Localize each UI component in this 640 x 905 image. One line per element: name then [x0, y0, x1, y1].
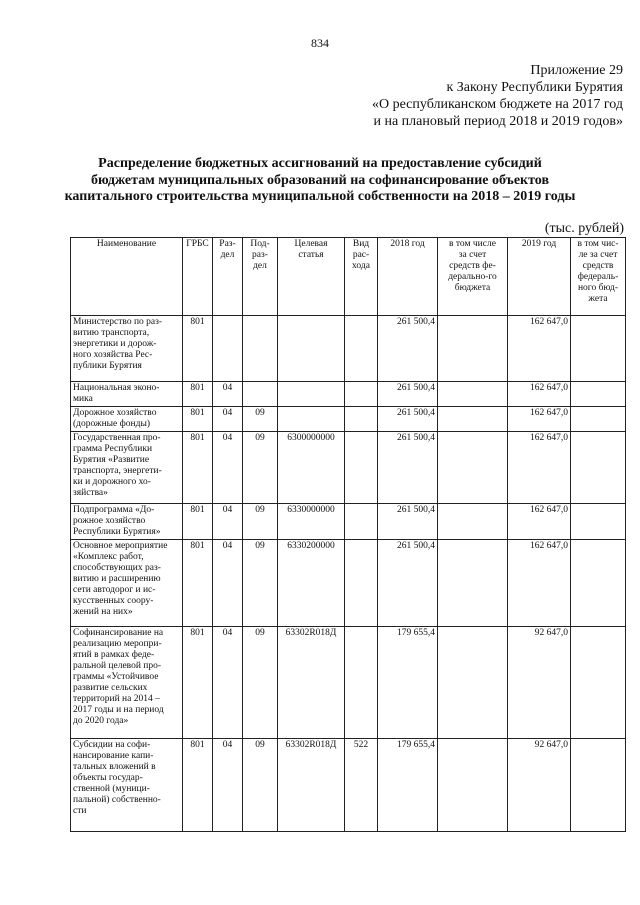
- header-razdel: Раз- дел: [213, 238, 243, 316]
- cell-2019-fed: [571, 432, 626, 504]
- cell-podrazdel: 09: [243, 627, 278, 739]
- header-celevaya-statya: Целевая статья: [278, 238, 345, 316]
- cell-grbs: 801: [183, 627, 213, 739]
- appendix-line: к Закону Республики Бурятия: [446, 80, 623, 95]
- cell-vid-rashoda: [345, 627, 378, 739]
- cell-2019: 162 647,0: [508, 407, 571, 432]
- cell-2018: 261 500,4: [378, 382, 438, 407]
- cell-2018: 261 500,4: [378, 540, 438, 627]
- cell-celevaya-statya: [278, 382, 345, 407]
- table-row: [71, 316, 626, 382]
- cell-2019-fed: [571, 407, 626, 432]
- cell-grbs: 801: [183, 432, 213, 504]
- table-row: [71, 504, 626, 540]
- cell-razdel: [213, 316, 243, 382]
- table-row: [71, 540, 626, 627]
- cell-2018: 261 500,4: [378, 504, 438, 540]
- table-row: [71, 407, 626, 432]
- cell-vid-rashoda: [345, 432, 378, 504]
- header-2019: 2019 год: [508, 238, 571, 316]
- cell-celevaya-statya: [278, 316, 345, 382]
- cell-vid-rashoda: [345, 316, 378, 382]
- title-line: Распределение бюджетных ассигнований на предоставление субсидий: [98, 156, 542, 171]
- cell-razdel: 04: [213, 627, 243, 739]
- cell-celevaya-statya: 6330000000: [278, 504, 345, 540]
- cell-celevaya-statya: 6300000000: [278, 432, 345, 504]
- appendix-line: «О республиканском бюджете на 2017 год: [372, 97, 623, 112]
- cell-name: Национальная эконо- мика: [71, 382, 183, 407]
- header-2018-fed: в том числе за счет средств фе- дерально-го бюджета: [438, 238, 508, 316]
- cell-celevaya-statya: 63302R018Д: [278, 627, 345, 739]
- title-line: капитального строительства муниципальной собственности на 2018 – 2019 годы: [64, 189, 576, 204]
- cell-razdel: 04: [213, 739, 243, 832]
- header-2019-fed: в том чис- ле за счет средств федераль- ного бюд- жета: [571, 238, 626, 316]
- cell-2019: 162 647,0: [508, 540, 571, 627]
- appendix-reference: [372, 62, 623, 130]
- cell-grbs: 801: [183, 540, 213, 627]
- cell-podrazdel: [243, 316, 278, 382]
- table-header-row: [71, 238, 626, 316]
- cell-celevaya-statya: 63302R018Д: [278, 739, 345, 832]
- cell-podrazdel: 09: [243, 432, 278, 504]
- cell-2019-fed: [571, 316, 626, 382]
- cell-razdel: 04: [213, 382, 243, 407]
- cell-2018: 261 500,4: [378, 432, 438, 504]
- cell-podrazdel: 09: [243, 407, 278, 432]
- cell-razdel: 04: [213, 540, 243, 627]
- cell-name: Подпрограмма «До- рожное хозяйство Республики Бурятия»: [71, 504, 183, 540]
- cell-2019: 92 647,0: [508, 627, 571, 739]
- header-vid-rashoda: Вид рас- хода: [345, 238, 378, 316]
- cell-2019-fed: [571, 739, 626, 832]
- cell-2019: 162 647,0: [508, 382, 571, 407]
- cell-grbs: 801: [183, 739, 213, 832]
- cell-2018-fed: [438, 432, 508, 504]
- cell-celevaya-statya: [278, 407, 345, 432]
- cell-2018-fed: [438, 540, 508, 627]
- cell-name: Государственная про- грамма Республики Бурятия «Развитие транспорта, энергети- ки и дорожного хо- зяйства»: [71, 432, 183, 504]
- cell-name: Основное мероприятие «Комплекс работ, способствующих раз- витию и расширению сети автодорог и ис- кусственных соору- жений на них»: [71, 540, 183, 627]
- table-body: [71, 316, 626, 832]
- cell-vid-rashoda: [345, 407, 378, 432]
- cell-2019: 162 647,0: [508, 316, 571, 382]
- cell-grbs: 801: [183, 382, 213, 407]
- table-row: [71, 382, 626, 407]
- header-2018: 2018 год: [378, 238, 438, 316]
- cell-vid-rashoda: [345, 382, 378, 407]
- cell-celevaya-statya: 6330200000: [278, 540, 345, 627]
- cell-2018-fed: [438, 504, 508, 540]
- cell-2018: 179 655,4: [378, 739, 438, 832]
- cell-2019: 92 647,0: [508, 739, 571, 832]
- table-row: [71, 739, 626, 832]
- document-title: [60, 156, 580, 206]
- cell-2018: 179 655,4: [378, 627, 438, 739]
- cell-vid-rashoda: 522: [345, 739, 378, 832]
- title-line: бюджетам муниципальных образований на софинансирование объектов: [90, 172, 550, 188]
- cell-2018-fed: [438, 739, 508, 832]
- page-number: 834: [311, 36, 329, 50]
- cell-razdel: 04: [213, 432, 243, 504]
- budget-table: [70, 237, 626, 832]
- cell-name: Дорожное хозяйство (дорожные фонды): [71, 407, 183, 432]
- cell-2018-fed: [438, 627, 508, 739]
- cell-2019: 162 647,0: [508, 504, 571, 540]
- cell-razdel: 04: [213, 504, 243, 540]
- cell-razdel: 04: [213, 407, 243, 432]
- appendix-line: и на плановый период 2018 и 2019 годов»: [373, 114, 623, 129]
- cell-name: Софинансирование на реализацию меропри- ятий в рамках феде- ральной целевой про- граммы «Устойчивое развитие сельских территорий на 2014 – 2017 годы и на период до 2020 года»: [71, 627, 183, 739]
- cell-2019-fed: [571, 540, 626, 627]
- header-podrazdel: Под- раз- дел: [243, 238, 278, 316]
- table-row: [71, 432, 626, 504]
- cell-grbs: 801: [183, 407, 213, 432]
- cell-podrazdel: 09: [243, 540, 278, 627]
- units-label: (тыс. рублей): [544, 221, 624, 236]
- cell-name: Субсидии на софи- нансирование капи- тальных вложений в объекты государ- ственной (муници- пальной) собственно- сти: [71, 739, 183, 832]
- cell-2018-fed: [438, 316, 508, 382]
- table-row: [71, 627, 626, 739]
- cell-vid-rashoda: [345, 504, 378, 540]
- cell-podrazdel: 09: [243, 739, 278, 832]
- cell-2019-fed: [571, 382, 626, 407]
- header-name: Наименование: [71, 238, 183, 316]
- cell-2019-fed: [571, 504, 626, 540]
- cell-2018: 261 500,4: [378, 316, 438, 382]
- cell-vid-rashoda: [345, 540, 378, 627]
- cell-2019-fed: [571, 627, 626, 739]
- header-grbs: ГРБС: [183, 238, 213, 316]
- cell-name: Министерство по раз- витию транспорта, энергетики и дорож- ного хозяйства Рес- публики Бурятия: [71, 316, 183, 382]
- cell-2018-fed: [438, 407, 508, 432]
- cell-grbs: 801: [183, 316, 213, 382]
- cell-podrazdel: 09: [243, 504, 278, 540]
- appendix-line: Приложение 29: [530, 63, 623, 78]
- cell-2019: 162 647,0: [508, 432, 571, 504]
- cell-grbs: 801: [183, 504, 213, 540]
- cell-2018: 261 500,4: [378, 407, 438, 432]
- cell-2018-fed: [438, 382, 508, 407]
- cell-podrazdel: [243, 382, 278, 407]
